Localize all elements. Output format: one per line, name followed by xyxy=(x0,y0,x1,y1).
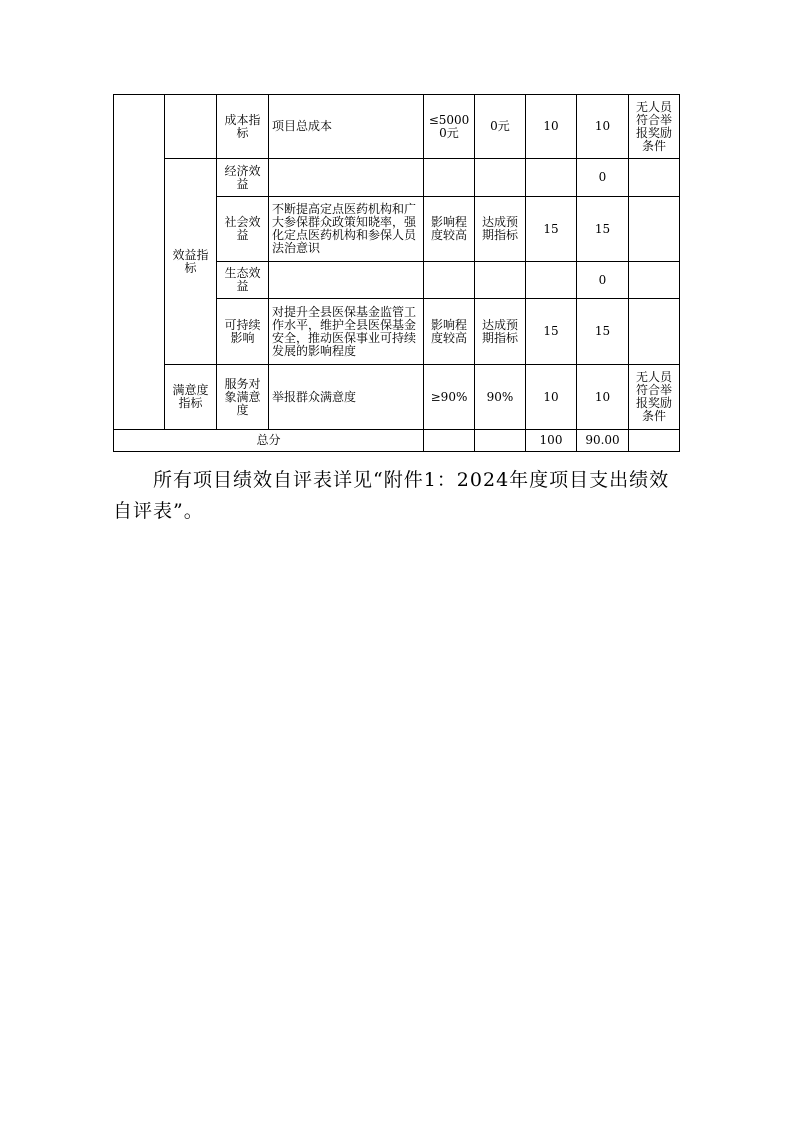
cell-target: 影响程度较高 xyxy=(430,317,467,345)
cell-weight xyxy=(526,159,576,196)
cell-weight xyxy=(526,262,576,298)
cell-remark xyxy=(629,197,679,261)
cell-sub-indicator: 社会效益 xyxy=(224,215,261,242)
cell-category-satisfaction: 满意度指标 xyxy=(172,383,209,410)
cell-target xyxy=(424,262,474,298)
cell-indicator: 不断提高定点医药机构和广大参保群众政策知晓率，强化定点医药机构和参保人员法治意识 xyxy=(272,202,417,255)
cell-target: 影响程度较高 xyxy=(430,215,467,242)
cell-weight: 10 xyxy=(543,389,559,404)
cell-actual xyxy=(475,262,525,298)
cell-score: 0 xyxy=(598,170,607,184)
cell-actual xyxy=(475,159,525,196)
cell-indicator: 对提升全县医保基金监管工作水平，维护全县医保基金安全，推动医保事业可持续发展的影响程度 xyxy=(272,304,417,358)
cell-actual: 达成预期指标 xyxy=(481,215,518,242)
cell-indicator xyxy=(269,159,423,196)
table-border-right xyxy=(679,94,680,452)
cell-indicator: 项目总成本 xyxy=(272,119,333,133)
cell-weight: 15 xyxy=(543,324,559,338)
cell-target xyxy=(424,159,474,196)
cell-weight: 10 xyxy=(543,119,559,133)
cell-actual: 90% xyxy=(486,389,514,404)
cell-target: ≤50000元 xyxy=(428,112,470,140)
cell-sub-indicator: 生态效益 xyxy=(224,266,261,293)
cell-remark: 无人员符合举报奖励条件 xyxy=(635,99,672,153)
table-border-bottom xyxy=(113,451,680,452)
cell-target: ≥90% xyxy=(430,389,468,404)
cell-sub-indicator: 服务对象满意度 xyxy=(224,376,261,417)
cell-score: 10 xyxy=(594,389,611,404)
cell-actual: 0元 xyxy=(490,119,510,133)
cell-weight: 15 xyxy=(543,221,559,236)
cell-category-benefit: 效益指标 xyxy=(172,247,209,275)
cell-remark xyxy=(629,262,679,298)
cell-sub-indicator: 经济效益 xyxy=(224,163,261,191)
cell-score: 10 xyxy=(594,119,611,133)
table-border-left xyxy=(113,94,114,452)
cell-score: 0 xyxy=(598,272,607,287)
cell-indicator xyxy=(269,262,423,298)
cell-indicator: 举报群众满意度 xyxy=(272,389,357,404)
cell-score: 15 xyxy=(594,324,611,338)
performance-table xyxy=(113,94,680,452)
cell-remark xyxy=(629,299,679,364)
cell-total-label: 总分 xyxy=(256,433,281,447)
cell-sub-indicator: 可持续影响 xyxy=(224,317,261,345)
cell-sub-indicator: 成本指标 xyxy=(224,112,261,140)
cell-remark: 无人员符合举报奖励条件 xyxy=(635,370,672,423)
cell-actual: 达成预期指标 xyxy=(481,317,518,345)
cell-score: 15 xyxy=(594,221,611,236)
cell-remark xyxy=(629,159,679,196)
cell-total-weight: 100 xyxy=(539,433,563,447)
appendix-note-paragraph: 所有项目绩效自评表详见“附件1：2024年度项目支出绩效自评表”。 xyxy=(113,469,670,522)
cell-total-score: 90.00 xyxy=(585,433,620,447)
